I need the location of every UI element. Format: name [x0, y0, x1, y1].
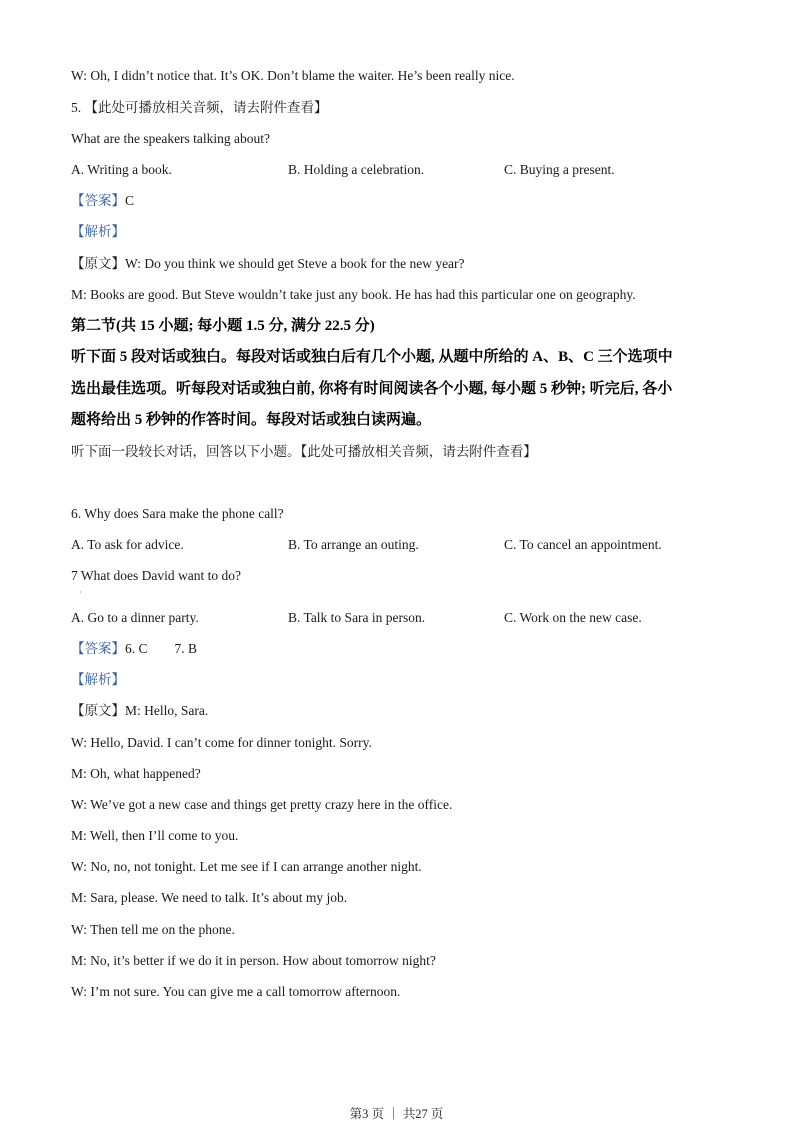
dialogue-line: W: Hello, David. I can’t come for dinner tonight. Sorry. — [71, 735, 372, 750]
analysis-tag: 【解析】 — [71, 224, 125, 239]
answer-tag: 【答案】 — [71, 193, 125, 208]
answer-value: 6. C 7. B — [125, 641, 198, 656]
option-b: B. To arrange an outing. — [288, 537, 419, 552]
listen-instruction: 听下面一段较长对话，回答以下小题。【此处可播放相关音频，请去附件查看】 — [71, 444, 537, 459]
option-b: B. Talk to Sara in person. — [288, 610, 426, 625]
dialogue-line: M: Oh, what happened? — [71, 766, 201, 781]
original-tag: 【原文】 — [71, 703, 125, 718]
question-7-text: 7 What does David want to do? — [71, 568, 241, 583]
section-2-instructions-1: 听下面 5 段对话或独白。每段对话或独白后有几个小题, 从题中所给的 A、B、C 三个选项中 — [71, 349, 673, 365]
option-a: A. Writing a book. — [71, 162, 172, 177]
option-a: A. Go to a dinner party. — [71, 610, 199, 625]
stray-dot: · — [79, 588, 82, 597]
question-6-options — [71, 536, 721, 554]
question-5-header: 5. 【此处可播放相关音频，请去附件查看】 — [71, 100, 328, 115]
answer-line — [71, 192, 134, 210]
option-c: C. Buying a present. — [504, 162, 615, 177]
dialogue-line: M: Books are good. But Steve wouldn’t take just any book. He has had this particular one on geography. — [71, 287, 636, 302]
dialogue-line: W: Oh, I didn’t notice that. It’s OK. Don’t blame the waiter. He’s been really nice. — [71, 68, 515, 83]
dialogue-line: W: We’ve got a new case and things get pretty crazy here in the office. — [71, 797, 453, 812]
dialogue-line: M: Well, then I’ll come to you. — [71, 828, 239, 843]
answer-value: C — [125, 193, 135, 208]
option-b: B. Holding a celebration. — [288, 162, 425, 177]
section-2-title: 第二节(共 15 小题; 每小题 1.5 分, 满分 22.5 分) — [71, 318, 375, 334]
dialogue-line: W: Then tell me on the phone. — [71, 922, 235, 937]
page-footer: 第3 页 ｜ 共27 页 — [349, 1107, 444, 1121]
dialogue-line: W: I’m not sure. You can give me a call tomorrow afternoon. — [71, 984, 401, 999]
option-c: C. To cancel an appointment. — [504, 537, 662, 552]
original-tag: 【原文】 — [71, 256, 125, 271]
answer-line — [71, 640, 197, 658]
original-text: W: Do you think we should get Steve a book for the new year? — [125, 256, 465, 271]
original-text-line — [71, 702, 208, 720]
dialogue-line: M: No, it’s better if we do it in person. How about tomorrow night? — [71, 953, 436, 968]
section-2-instructions-3: 题将给出 5 秒钟的作答时间。每段对话或独白读两遍。 — [71, 412, 432, 428]
dialogue-line: M: Sara, please. We need to talk. It’s about my job. — [71, 890, 348, 905]
section-2-instructions-2: 选出最佳选项。听每段对话或独白前, 你将有时间阅读各个小题, 每小题 5 秒钟; 听完后, 各小 — [71, 381, 673, 397]
question-5-options — [71, 161, 721, 179]
dialogue-line: W: No, no, not tonight. Let me see if I can arrange another night. — [71, 859, 422, 874]
option-a: A. To ask for advice. — [71, 537, 184, 552]
question-7-options — [71, 609, 721, 627]
question-5-text: What are the speakers talking about? — [71, 131, 271, 146]
question-6-text: 6. Why does Sara make the phone call? — [71, 506, 284, 521]
option-c: C. Work on the new case. — [504, 610, 642, 625]
original-text: M: Hello, Sara. — [125, 703, 209, 718]
original-text-line — [71, 255, 465, 273]
analysis-tag: 【解析】 — [71, 672, 125, 687]
answer-tag: 【答案】 — [71, 641, 125, 656]
